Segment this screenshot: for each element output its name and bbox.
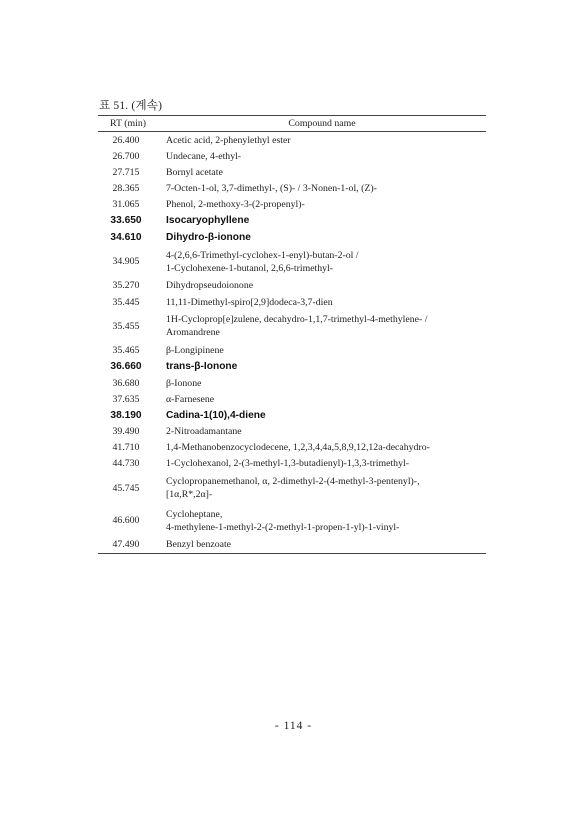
compound-name-cell — [158, 213, 486, 229]
compound-name-line: Bornyl acetate — [166, 167, 223, 179]
compound-name-line: 11,11-Dimethyl-spiro[2,9]dodeca-3,7-dien — [166, 296, 333, 308]
compound-name-line: Undecane, 4-ethyl- — [166, 150, 242, 162]
retention-time-cell: 41.710 — [112, 442, 140, 454]
table-row — [98, 505, 486, 537]
compound-name-cell — [158, 229, 486, 245]
compound-name-column-header: Compound name — [158, 116, 486, 132]
table-row — [98, 310, 486, 342]
compound-name-line: 1-Cyclohexanol, 2-(3-methyl-1,3-butadienyl)-1,3,3-trimethyl- — [166, 458, 409, 470]
compound-table — [98, 115, 486, 554]
compound-name-cell — [158, 181, 486, 197]
compound-name-cell — [158, 359, 486, 375]
compound-name-line: Phenol, 2-methoxy-3-(2-propenyl)- — [166, 199, 305, 211]
compound-name-line: Dihydro-β-ionone — [166, 231, 251, 243]
table-row — [98, 391, 486, 407]
table-row — [98, 343, 486, 359]
compound-name-line: [1α,R*,2α]- — [166, 489, 213, 501]
compound-name-cell — [158, 246, 486, 278]
retention-time-cell: 36.680 — [112, 377, 140, 389]
compound-name-line: Aromandrene — [166, 327, 220, 339]
page-number: - 114 - — [274, 720, 313, 732]
table-row — [98, 375, 486, 391]
retention-time-cell: 45.745 — [112, 482, 140, 494]
table-row — [98, 472, 486, 504]
retention-time-cell: 34.610 — [110, 231, 142, 243]
compound-name-cell — [158, 456, 486, 472]
compound-name-cell — [158, 132, 486, 149]
retention-time-cell: 28.365 — [112, 183, 140, 195]
compound-name-cell — [158, 472, 486, 504]
table-row — [98, 440, 486, 456]
compound-name-cell — [158, 537, 486, 554]
table-row — [98, 132, 486, 149]
compound-name-cell — [158, 375, 486, 391]
compound-name-line: 1-Cyclohexene-1-butanol, 2,6,6-trimethyl- — [166, 262, 334, 274]
retention-time-cell: 33.650 — [110, 215, 142, 227]
table-row — [98, 181, 486, 197]
retention-time-cell: 35.270 — [112, 280, 140, 292]
retention-time-cell: 37.635 — [112, 393, 140, 405]
compound-name-line: α-Farnesene — [166, 393, 215, 405]
retention-time-cell: 34.905 — [112, 256, 140, 268]
compound-name-line: Cyclopropanemethanol, α, 2-dimethyl-2-(4-methyl-3-pentenyl)-, — [166, 476, 420, 488]
compound-name-line: β-Ionone — [166, 377, 202, 389]
compound-name-line: 2-Nitroadamantane — [166, 426, 242, 438]
table-row — [98, 456, 486, 472]
compound-name-cell — [158, 440, 486, 456]
compound-name-line: 4-(2,6,6-Trimethyl-cyclohex-1-enyl)-butan-2-ol / — [166, 249, 359, 261]
compound-name-line: Dihydropseudoionone — [166, 280, 254, 292]
table-row — [98, 359, 486, 375]
compound-name-line: Cadina-1(10),4-diene — [166, 409, 266, 421]
retention-time-cell: 46.600 — [112, 515, 140, 527]
compound-name-cell — [158, 148, 486, 164]
compound-name-line: 4-methylene-1-methyl-2-(2-methyl-1-propen-1-yl)-1-vinyl- — [166, 521, 400, 533]
compound-name-cell — [158, 294, 486, 310]
compound-name-cell — [158, 278, 486, 294]
retention-time-cell: 35.455 — [112, 320, 140, 332]
compound-name-line: trans-β-Ionone — [166, 361, 238, 373]
retention-time-cell: 27.715 — [112, 167, 140, 179]
compound-name-line: β-Longipinene — [166, 345, 224, 357]
table-row — [98, 213, 486, 229]
table-header-row — [98, 116, 486, 132]
compound-name-cell — [158, 424, 486, 440]
compound-name-line: 1,4-Methanobenzocyclodecene, 1,2,3,4,4a,5,8,9,12,12a-decahydro- — [166, 442, 430, 454]
table-row — [98, 424, 486, 440]
table-row — [98, 229, 486, 245]
compound-name-line: Benzyl benzoate — [166, 539, 232, 551]
table-row — [98, 407, 486, 423]
retention-time-cell: 47.490 — [98, 537, 158, 554]
retention-time-cell: 26.700 — [112, 150, 140, 162]
table-row — [98, 537, 486, 554]
compound-name-cell — [158, 407, 486, 423]
table-row — [98, 294, 486, 310]
compound-name-cell — [158, 505, 486, 537]
retention-time-cell: 26.400 — [112, 134, 140, 146]
compound-name-line: 1H-Cycloprop[e]zulene, decahydro-1,1,7-trimethyl-4-methylene- / — [166, 314, 428, 326]
retention-time-cell: 35.465 — [112, 345, 140, 357]
retention-time-cell: 35.445 — [112, 296, 140, 308]
table-row — [98, 197, 486, 213]
compound-name-line: Acetic acid, 2-phenylethyl ester — [166, 134, 291, 146]
table-caption: 표 51. (계속) — [99, 100, 163, 112]
table-row — [98, 246, 486, 278]
table-row — [98, 148, 486, 164]
retention-time-cell: 44.730 — [112, 458, 140, 470]
compound-name-cell — [158, 391, 486, 407]
retention-time-cell: 38.190 — [110, 409, 142, 421]
table-body — [98, 132, 486, 554]
compound-name-line: Cycloheptane, — [166, 508, 223, 520]
retention-time-cell: 31.065 — [112, 199, 140, 211]
retention-time-cell: 39.490 — [112, 426, 140, 438]
compound-name-cell — [158, 343, 486, 359]
rt-column-header: RT (min) — [98, 116, 158, 132]
retention-time-cell: 36.660 — [110, 361, 142, 373]
compound-name-line: 7-Octen-1-ol, 3,7-dimethyl-, (S)- / 3-Nonen-1-ol, (Z)- — [166, 183, 377, 195]
table-row — [98, 278, 486, 294]
table-row — [98, 165, 486, 181]
compound-name-cell — [158, 310, 486, 342]
compound-name-cell — [158, 165, 486, 181]
compound-name-line: Isocaryophyllene — [166, 215, 250, 227]
compound-name-cell — [158, 197, 486, 213]
